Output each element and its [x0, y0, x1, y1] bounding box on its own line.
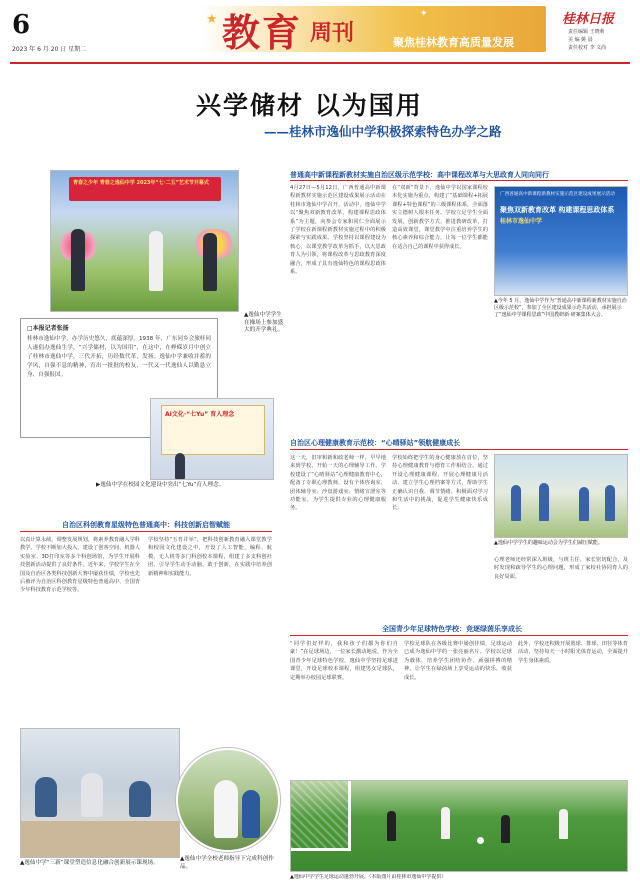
ai-screen	[161, 405, 265, 455]
person-figure	[539, 483, 549, 521]
vr-classroom-caption: ▲逸仙中学“三新”课堂塑造信息化融合创新展示课现场。	[20, 860, 159, 866]
main-headline: 兴学储材 以为国用	[196, 91, 423, 120]
person-figure	[605, 485, 615, 521]
section-body-football-b: 学校足球队在各级比赛中屡创佳绩，足球运动已成为逸仙中学的一张亮丽名片。学校以足球为载体，培养学生团结协作、顽强拼搏的精神，让学生在绿茵场上享受运动的快乐，收获成长。	[404, 641, 512, 681]
poster-caption: ▲今年 5 月，逸仙中学作为“普通高中新课程新教材实施自治区级示范校”，参加了全区建设成果示范共活动，承担展示了“逸仙中学课程思政”中国教研新·研案集体大会。	[494, 298, 627, 318]
ceremony-banner-text: 青春之少年 青春之逸仙中学 2023年“七·二五”艺术节开幕式	[73, 180, 209, 186]
section-body-mental-b: 学校始终把学生的身心健康放在首位，坚持心理健康教育与德育工作相结合，通过开设心理健康课程、开展心理健康月活动、建立学生心理档案等方式，帮助学生正确认识自我、调节情绪、积极面对学习和生活中的挑战，促进学生健康快乐成长。	[392, 455, 488, 512]
vr-classroom-photo	[20, 728, 180, 858]
section-heading-curriculum: 普通高中新课程新教材实施自治区级示范学校：高中课程改革与大思政育人同向同行	[290, 171, 549, 179]
page-number: 6	[12, 10, 31, 40]
section-title-sub: 周刊	[310, 20, 355, 46]
person-figure	[511, 485, 521, 521]
person-figure	[149, 231, 163, 291]
section-body-football-c: 此外，学校还积极开展篮球、排球、田径等体育活动，坚持每天一小时阳光体育运动，全面提升学生身体素质。	[518, 641, 628, 664]
classroom-desk	[21, 821, 179, 857]
section-body-football-a: “同学们好样的，我和孩子们都为你们自豪！”在足球场边，一位家长激动地说。作为全国青少年足球特色学校，逸仙中学坚持足球进课堂，开设足球校本课程，组建男女足球队，定期举办校园足球联赛。	[290, 641, 398, 681]
person-figure	[242, 790, 260, 838]
section-body-curriculum-a: 4月27日—5月12日，广西普通高中新课程新教材实施示范区建设成果展示活动在桂林市逸仙中学召开。活动中，逸仙中学以“聚焦双新教育改革，构建课程思政体系”为主题，向参会专家和同仁全面展示了学校在新课程新教材实施过程中的积极探索与实践成果。学校坚持以课程建设为核心，以课堂教学改革为抓手，以大思政育人为引领，将课程改革与思政教育深度融合，形成了具有逸仙特色的课程思政体系。	[290, 185, 386, 276]
masthead-rule	[10, 62, 630, 64]
sub-headline: ——桂林市逸仙中学积极探索特色办学之路	[264, 124, 502, 139]
poster-line: 桂林市逸仙中学	[500, 217, 543, 225]
section-body-curriculum-b: 在“双新”背景下，逸仙中学以国家课程校本化实施为重点，构建了“基础课程+拓展课程+特色课程”的三级课程体系，全面落实立德树人根本任务。学校立足学生全面发展，创新教学方式，推进教研改革，打造高效课堂，课堂教学中注重培养学生的核心素养和综合能力，让每一位学生都能在适合自己的课程中获得成长。	[392, 185, 488, 250]
goal-net	[291, 781, 351, 851]
football-ball-icon	[477, 837, 484, 844]
teacher-caption: ▲逸仙中学全校老师指导下完成科创作品。	[180, 856, 274, 870]
football-photo	[290, 780, 628, 872]
person-figure	[501, 815, 510, 843]
person-figure	[441, 807, 450, 839]
poster-line: 广西普通高中新课程新教材实施示范区建设成果展示活动	[500, 192, 615, 197]
section-rule	[290, 180, 628, 181]
showcase-poster	[494, 186, 628, 296]
section-rule	[290, 449, 628, 450]
person-figure	[559, 809, 568, 839]
section-heading-mental: 自治区心理健康教育示范校：“心晴驿站”领航健康成长	[290, 439, 461, 447]
poster-line: 聚焦双新教育改革 构建课程思政体系	[500, 205, 615, 214]
reporter-box-text: 桂林市逸仙中学，办学历史悠久，底蕴深厚。1938 年，广东同乡会旅桂同人遂倡办逸仙生学，“兴学储材，以为国用”，在这中，在峥嵘岁月中创立了桂林市逸仙中学，三代开拓，历经数代革，发扬。逸仙中学兼收并蓄的学风，自强不息的精神，育出一批批的校友，一代又一代逸仙人以勤恳立身、自强报国。	[27, 336, 211, 378]
slogan: 聚焦桂林教育高质量发展	[393, 36, 514, 49]
section-rule	[290, 635, 628, 636]
section-body-scitech-b: 学校坚持“五育并举”，把科技创新教育融入课堂教学和校园文化建设之中，开设了人工智能、编程、航模、无人机等多门科创校本课程，组建了多支科创社团，引导学生动手动脑、敢于创新，在实践中培养创新精神和实践能力。	[148, 537, 272, 577]
teacher-photo	[176, 748, 280, 852]
ai-culture-caption: ▶逸仙中学在校园文化建设中突出“七Yu”育人理念。	[96, 482, 225, 488]
section-body-mental-c: 心理老师还经常深入班级，与班主任、家长密切配合，及时发现和疏导学生的心理问题，形成了家校社协同育人的良好局面。	[494, 557, 628, 580]
person-figure	[35, 777, 57, 817]
editor-line: 责任校对 李 义尚	[568, 45, 607, 51]
star-decoration-icon: ✦	[420, 9, 428, 19]
ai-culture-photo	[150, 398, 274, 480]
byline: □本报记者张扬	[27, 325, 69, 332]
newspaper-logo: 桂林日报	[562, 12, 615, 27]
editor-line: 美 编 姚 晨	[568, 37, 593, 43]
person-figure	[71, 229, 85, 291]
masthead	[0, 0, 640, 58]
section-body-scitech-a: 以真计算永续，调整发展规划，将素养教育融入学科教学。学校不断加大投入，建设了创客空间、机器人实验室、3D打印室等多个科创场馆，为学生开展科技创新活动提供了良好条件。近年来，学校学生在全国及自治区各类科技创新大赛中屡获佳绩，学校也先后被评为自治区科创教育星级特色普通高中、全国青少年科技教育示范学校等。	[20, 537, 140, 594]
person-figure	[81, 773, 103, 817]
sports-day-caption: ▲逸仙中学学生的趣味运动会为学生们减压赋能。	[494, 540, 603, 546]
ceremony-photo	[50, 170, 239, 312]
editors-list	[568, 28, 606, 52]
football-caption: ▲逸仙中学学生足球运动蓬勃开展。（本版图片由桂林市逸仙中学提供）	[290, 874, 447, 880]
section-title: 教育	[222, 10, 303, 55]
person-figure	[214, 780, 238, 838]
person-figure	[175, 453, 185, 479]
person-figure	[203, 233, 217, 291]
section-body-mental-a: 这一天，旧审和新和政老师一样，早早地来到学校，开始一天的心理辅导工作。学校建设了“心晴驿站”心理健康教育中心，配备了专职心理教师，设有个体咨询室、团体辅导室、沙盘游戏室、情绪宣泄室等功能室，为学生提供专业的心理健康服务。	[290, 455, 386, 512]
section-rule	[20, 531, 272, 532]
person-figure	[129, 781, 151, 817]
ceremony-caption: ▲逸仙中学学生在操场上参加盛大的开学典礼。	[244, 312, 284, 334]
star-decoration-icon: ★	[206, 12, 218, 27]
section-heading-football: 全国青少年足球特色学校：竞逐绿茵乐享成长	[382, 625, 522, 633]
section-heading-scitech: 自治区科创教育星级特色普通高中：科技创新启智赋能	[62, 521, 230, 529]
editor-line: 责任编辑 王晓莉	[568, 29, 605, 35]
ai-screen-text: AI文化·“七Yu” 育人理念	[165, 411, 235, 418]
sports-day-photo	[494, 454, 628, 538]
person-figure	[579, 487, 589, 521]
date-line: 2023 年 6 月 20 日 星期二	[12, 46, 87, 53]
person-figure	[387, 811, 396, 841]
